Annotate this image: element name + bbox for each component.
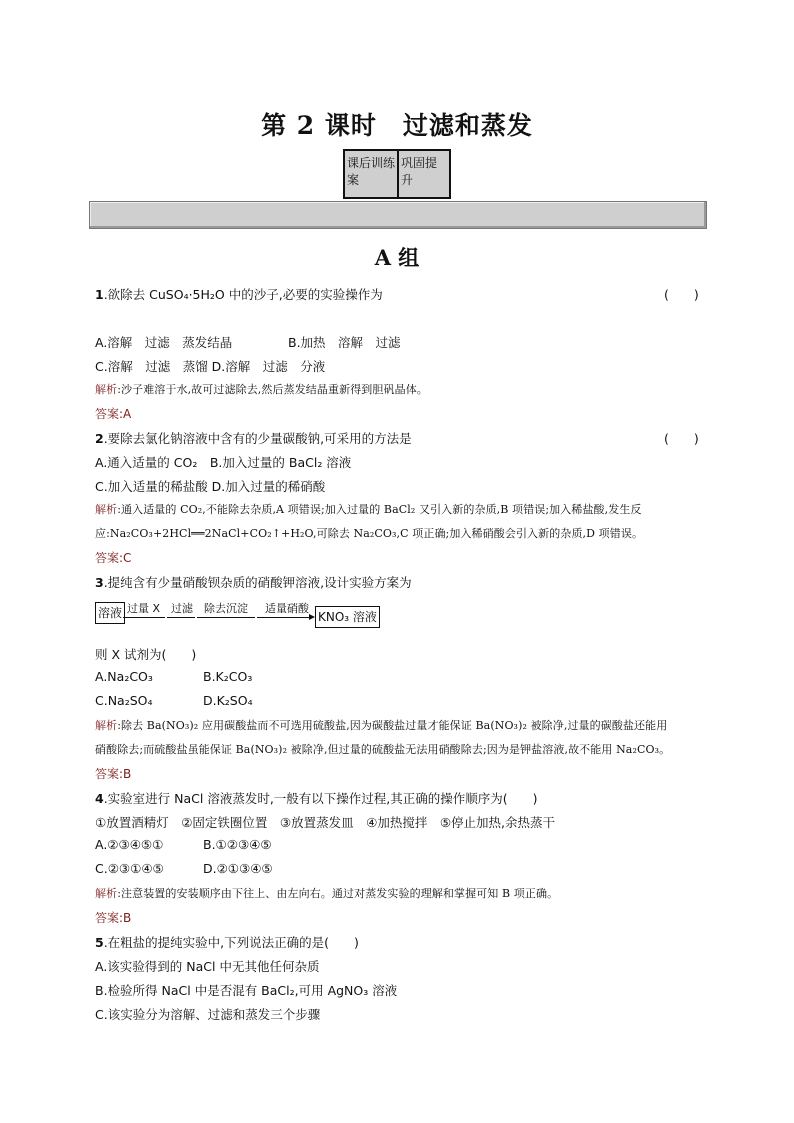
- explanation-text: :沙子难溶于水,故可过滤除去,然后蒸发结晶重新得到胆矾晶体。: [117, 383, 428, 396]
- question-text: .提纯含有少量硝酸钡杂质的硝酸钾溶液,设计实验方案为: [103, 575, 412, 590]
- answer: 答案:B: [95, 767, 132, 781]
- question-2: [95, 429, 412, 447]
- option-a: A.溶解 过滤 蒸发结晶: [95, 335, 233, 350]
- question-3: [95, 573, 412, 591]
- explanation: [95, 717, 667, 733]
- flow-arrow-4: [257, 617, 309, 618]
- flow-step-4: 适量硝酸: [265, 602, 309, 615]
- question-number: 5: [95, 935, 104, 950]
- option-c: C.该实验分为溶解、过滤和蒸发三个步骤: [95, 1007, 321, 1022]
- explanation-text-2: 硝酸除去;而硫酸盐虽能保证 Ba(NO₃)₂ 被除净,但过量的硫酸盐无法用硝酸除去;因为是钾盐溶液,故不能用 Na₂CO₃。: [95, 743, 671, 756]
- option-a: A.Na₂CO₃: [95, 669, 153, 684]
- option-b: B.检验所得 NaCl 中是否混有 BaCl₂,可用 AgNO₃ 溶液: [95, 983, 398, 998]
- explanation: [95, 381, 428, 397]
- question-number: 3: [95, 575, 104, 590]
- question-number: 2: [95, 431, 104, 446]
- question-4: [95, 789, 538, 807]
- answer: 答案:C: [95, 551, 132, 565]
- option-c: C.②③①④⑤: [95, 861, 164, 876]
- option-b: B.K₂CO₃: [203, 669, 253, 684]
- explanation-label: 解析: [95, 719, 118, 732]
- explanation-text: :注意装置的安装顺序由下往上、由左向右。通过对蒸发实验的理解和掌握可知 B 项正确。: [117, 887, 559, 900]
- option-d: D.②①③④⑤: [203, 861, 273, 876]
- explanation: [95, 501, 642, 517]
- question-number: 4: [95, 791, 104, 806]
- question-text: .实验室进行 NaCl 溶液蒸发时,一般有以下操作过程,其正确的操作顺序为( ): [103, 791, 538, 806]
- question-text: .欲除去 CuSO₄·5H₂O 中的沙子,必要的实验操作为: [103, 287, 383, 302]
- answer-paren: ( ): [664, 431, 699, 446]
- flow-arrow-1: [123, 617, 165, 618]
- question-ask: 则 X 试剂为( ): [95, 647, 197, 662]
- question-1: [95, 285, 383, 303]
- explanation: [95, 885, 558, 901]
- flow-step-2: 过滤: [171, 602, 193, 615]
- answer-paren: ( ): [664, 287, 699, 302]
- page-title: 第 2 课时 过滤和蒸发: [261, 111, 533, 140]
- section-tags: [343, 149, 451, 199]
- answer: 答案:A: [95, 407, 132, 421]
- option-cd: C.加入适量的稀盐酸 D.加入过量的稀硝酸: [95, 479, 326, 494]
- flow-arrow-2: [167, 617, 195, 618]
- explanation-text-1: :通入适量的 CO₂,不能除去杂质,A 项错误;加入过量的 BaCl₂ 又引入新的杂质,B 项错误;加入稀盐酸,发生反: [117, 503, 642, 516]
- option-b: B.①②③④⑤: [203, 837, 272, 852]
- flow-step-1: 过量 X: [127, 602, 161, 615]
- option-c: C.Na₂SO₄: [95, 693, 153, 708]
- question-number: 1: [95, 287, 104, 302]
- question-text: .在粗盐的提纯实验中,下列说法正确的是( ): [103, 935, 359, 950]
- question-text: .要除去氯化钠溶液中含有的少量碳酸钠,可采用的方法是: [103, 431, 412, 446]
- group-title: A 组: [374, 245, 420, 270]
- explanation-text-2: 应:Na₂CO₃+2HCl══2NaCl+CO₂↑+H₂O,可除去 Na₂CO₃,C 项正确;加入稀硝酸会引入新的杂质,D 项错误。: [95, 527, 644, 540]
- flow-step-3: 除去沉淀: [204, 602, 248, 615]
- operation-steps: ①放置酒精灯 ②固定铁圈位置 ③放置蒸发皿 ④加热搅拌 ⑤停止加热,余热蒸干: [95, 815, 556, 830]
- explanation-text-1: :除去 Ba(NO₃)₂ 应用碳酸盐而不可选用硫酸盐,因为碳酸盐过量才能保证 Ba(NO₃)₂ 被除净,过量的碳酸盐还能用: [117, 719, 668, 732]
- answer: 答案:B: [95, 911, 132, 925]
- explanation-label: 解析: [95, 887, 118, 900]
- question-5: [95, 933, 359, 951]
- flow-end-box: KNO₃ 溶液: [315, 606, 380, 628]
- flow-arrow-3: [197, 617, 255, 618]
- option-d: D.K₂SO₄: [203, 693, 253, 708]
- option-ab: A.通入适量的 CO₂ B.加入过量的 BaCl₂ 溶液: [95, 455, 352, 470]
- option-a: A.该实验得到的 NaCl 中无其他任何杂质: [95, 959, 320, 974]
- tag-consolidate: 巩固提升: [397, 151, 449, 197]
- option-a: A.②③④⑤①: [95, 837, 164, 852]
- option-b: B.加热 溶解 过滤: [288, 335, 401, 350]
- explanation-label: 解析: [95, 503, 118, 516]
- tag-after-class: 课后训练案: [345, 151, 397, 197]
- section-bar: [89, 201, 707, 229]
- flow-diagram: [95, 598, 385, 632]
- option-cd: C.溶解 过滤 蒸馏 D.溶解 过滤 分液: [95, 359, 326, 374]
- flow-start-box: 溶液: [95, 602, 125, 624]
- explanation-label: 解析: [95, 383, 118, 396]
